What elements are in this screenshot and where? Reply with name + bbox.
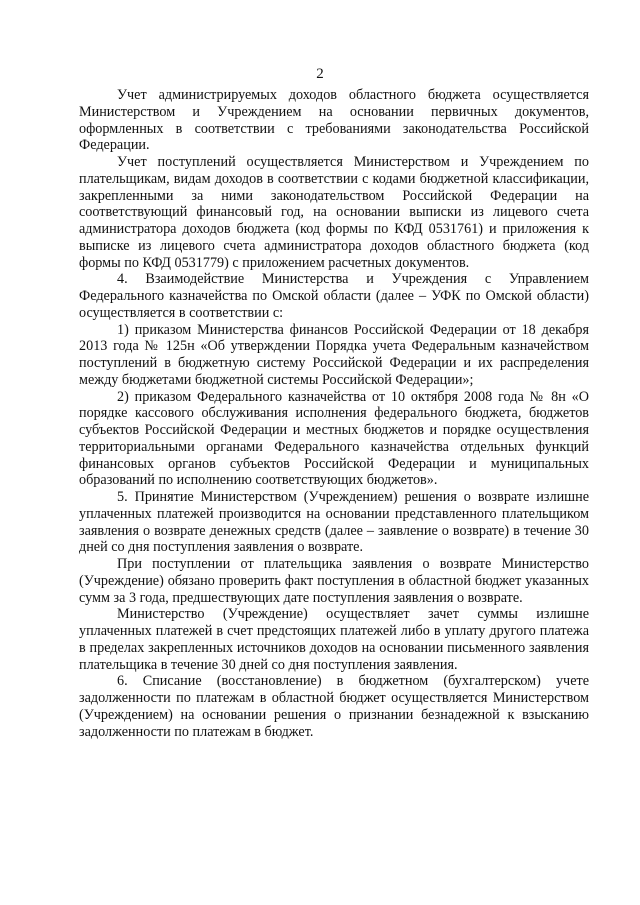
paragraph-offset-payments: Министерство (Учреждение) осуществляет зачет суммы излишне уплаченных платежей в счет предстоящих платежей либо в уплату другого платежа в пределах закрепленных источников доходов на основании письменного заявления плательщика в течение 30 дней со дня поступления заявления.: [79, 606, 589, 673]
paragraph-item-5-refund-decision: 5. Принятие Министерством (Учреждением) решения о возврате излишне уплаченных платежей производится на основании представленного плательщиком заявления о возврате денежных средств (далее – заявление о возврате) в течение 30 дней со дня поступления заявления о возврате.: [79, 489, 589, 556]
document-body: [79, 87, 589, 740]
paragraph-revenue-accounting: Учет администрируемых доходов областного бюджета осуществляется Министерством и Учреждением на основании первичных документов, оформленных в соответствии с требованиями законодательства Российской Федерации.: [79, 87, 589, 154]
paragraph-subitem-2-treasury-order: 2) приказом Федерального казначейства от 10 октября 2008 года № 8н «О порядке кассового обслуживания исполнения федерального бюджета, бюджетов субъектов Российской Федерации и местных бюджетов и порядке осуществления территориальными органами Федерального казначейства отдельных функций финансовых органов субъектов Российской Федерации и муниципальных образований по исполнению соответствующих бюджетов».: [79, 388, 589, 489]
paragraph-item-4-interaction: 4. Взаимодействие Министерства и Учреждения с Управлением Федерального казначейства по Омской области (далее – УФК по Омской области) осуществляется в соответствии с:: [79, 271, 589, 321]
paragraph-item-6-write-off: 6. Списание (восстановление) в бюджетном (бухгалтерском) учете задолженности по платежам в областной бюджет осуществляется Министерством (Учреждением) на основании решения о признании безнадежной к взысканию задолженности по платежам в бюджет.: [79, 673, 589, 740]
paragraph-receipts-accounting: Учет поступлений осуществляется Министерством и Учреждением по плательщикам, видам доходов в соответствии с кодами бюджетной классификации, закрепленными за ними законодательством Российской Федерации на соответствующий финансовый год, на основании выписки из лицевого счета администратора доходов бюджета (код формы по КФД 0531761) и приложения к выписке из лицевого счета администратора доходов областного бюджета (код формы по КФД 0531779) с приложением расчетных документов.: [79, 154, 589, 271]
paragraph-subitem-1-minfin-order: 1) приказом Министерства финансов Российской Федерации от 18 декабря 2013 года № 125н «Об утверждении Порядка учета Федеральным казначейством поступлений в бюджетную систему Российской Федерации и их распределения между бюджетами бюджетной системы Российской Федерации»;: [79, 321, 589, 388]
page-number: 2: [316, 66, 324, 82]
paragraph-refund-verification: При поступлении от плательщика заявления о возврате Министерство (Учреждение) обязано проверить факт поступления в областной бюджет указанных сумм за 3 года, предшествующих дате поступления заявления о возврате.: [79, 556, 589, 606]
